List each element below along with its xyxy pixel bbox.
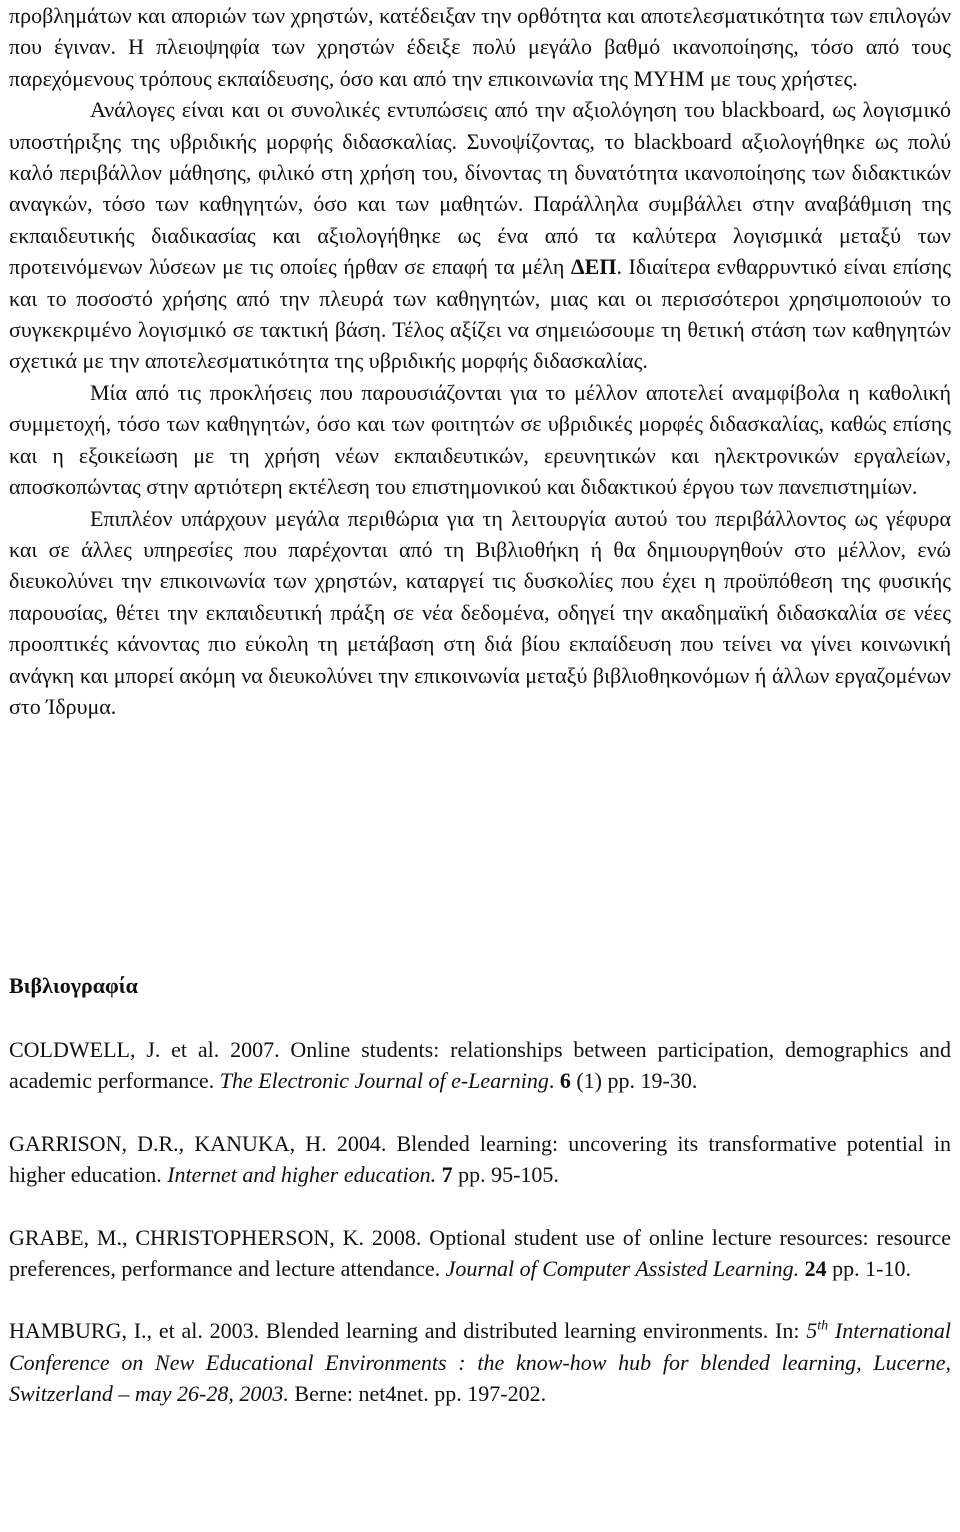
paragraph-4 [9,503,951,723]
reference-volume: 7 [441,1162,453,1188]
reference-conference: International Conference on New Educational Environments : the know-how hub for blended learning, Lucerne, Switzerland – may 26-28, 2003. [9,1318,951,1407]
reference-authors-title: GARRISON, D.R., KANUKA, H. 2004. Blended learning: uncovering its transformative potential in higher education. [9,1130,951,1188]
reference-volume: 24 [804,1256,827,1282]
reference-publisher-pages: Berne: net4net. pp. 197-202. [288,1381,547,1407]
reference-separator: . [548,1068,560,1094]
dep-abbreviation: ΔΕΠ [570,254,617,280]
reference-item [9,1315,951,1409]
reference-ordinal-suffix: th [817,1319,829,1335]
reference-volume: 6 [559,1068,571,1094]
reference-list [9,1034,951,1441]
reference-pages: (1) pp. 19-30. [570,1068,698,1094]
paragraph-2-text-a: Ανάλογες είναι και οι συνολικές εντυπώσεις από την αξιολόγηση του blackboard, ως λογισμικό υποστήριξης της υβριδικής μορφής διδασκαλίας. Συνοψίζοντας, το blackboard αξιολογήθηκε ως πολύ καλό περιβάλλον μάθησης, φιλικό στη χρήση του, δίνοντας τη δυνατότητα ικανοποίησης των διδακτικών αναγκών, τόσο των καθηγητών, όσο και των μαθητών. Παράλληλα συμβάλλει στην αναβάθμιση της εκπαιδευτικής διαδικασίας και αξιολογήθηκε ως ένα από τα καλύτερα λογισμικά μεταξύ των προτεινόμενων λύσεων με τις οποίες ήρθαν σε επαφή τα μέλη [9,97,951,280]
paragraph-4-text: Επιπλέον υπάρχουν μεγάλα περιθώρια για τη λειτουργία αυτού του περιβάλλοντος ως γέφυρα και σε άλλες υπηρεσίες που παρέχονται από τη Βιβλιοθήκη ή θα δημιουργηθούν στο μέλλον, ενώ διευκολύνει την επικοινωνία των χρηστών, καταργεί τις δυσκολίες που έχει η προϋπόθεση της φυσικής παρουσίας, θέτει την εκπαιδευτική πράξη σε νέα δεδομένα, οδηγεί την ακαδημαϊκή διδασκαλία σε νέες προοπτικές κάνοντας πιο εύκολη τη μετάβαση στη διά βίου εκπαίδευση που τείνει να γίνει κοινωνική ανάγκη και μπορεί ακόμη να διευκολύνει την επικοινωνία μεταξύ βιβλιοθηκονόμων ή άλλων εργαζομένων στο Ίδρυμα. [9,505,951,719]
document-page [9,0,951,1407]
paragraph-3-text: Μία από τις προκλήσεις που παρουσιάζονται για το μέλλον αποτελεί αναμφίβολα η καθολική συμμετοχή, τόσο των καθηγητών, όσο και των φοιτητών σε υβριδικές μορφές διδασκαλίας, καθώς επίσης και η εξοικείωση με τη χρήση νέων εκπαιδευτικών, ερευνητικών και ηλεκτρονικών εργαλείων, αποσκοπώντας στην αρτιότερη εκτέλεση του επιστημονικού και διδακτικού έργου των πανεπιστημίων. [9,379,951,500]
reference-journal: Journal of Computer Assisted Learning. [445,1256,800,1282]
reference-journal: The Electronic Journal of e-Learning [219,1068,549,1094]
reference-item [9,1128,951,1191]
reference-pages: pp. 1-10. [826,1256,911,1282]
reference-authors-title: GRABE, M., CHRISTOPHERSON, K. 2008. Optional student use of online lecture resources: resource preferences, performance and lecture attendance. [9,1224,951,1282]
reference-conference-number: 5 [806,1318,818,1344]
reference-item [9,1222,951,1285]
reference-item [9,1034,951,1097]
paragraph-1-text: προβλημάτων και αποριών των χρηστών, κατέδειξαν την ορθότητα και αποτελεσματικότητα των επιλογών που έγιναν. Η πλειοψηφία των χρηστών έδειξε πολύ μεγάλο βαθμό ικανοποίησης, τόσο από τους παρεχόμενους τρόπους εκπαίδευσης, όσο και από την επικοινωνία της ΜΥΗΜ με τους χρήστες. [9,3,951,91]
reference-authors-title: HAMBURG, I., et al. 2003. Blended learning and distributed learning environments. In: [9,1318,807,1344]
reference-pages: pp. 95-105. [452,1162,559,1188]
paragraph-2 [9,94,951,377]
paragraph-3 [9,377,951,503]
bibliography-heading: Βιβλιογραφία [9,973,138,998]
reference-journal: Internet and higher education. [167,1162,437,1188]
paragraph-2-text-b: . Ιδιαίτερα ενθαρρυντικό είναι επίσης και το ποσοστό χρήσης από την πλευρά των καθηγητών, μιας και οι περισσότεροι χρησιμοποιούν το συγκεκριμένο λογισμικό σε τακτική βάση. Τέλος αξίζει να σημειώσουμε τη θετική στάση των καθηγητών σχετικά με την αποτελεσματικότητα της υβριδικής μορφής διδασκαλίας. [9,254,951,374]
reference-authors-title: COLDWELL, J. et al. 2007. Online students: relationships between participation, demographics and academic performance. [9,1037,951,1094]
paragraph-1 [9,0,951,94]
